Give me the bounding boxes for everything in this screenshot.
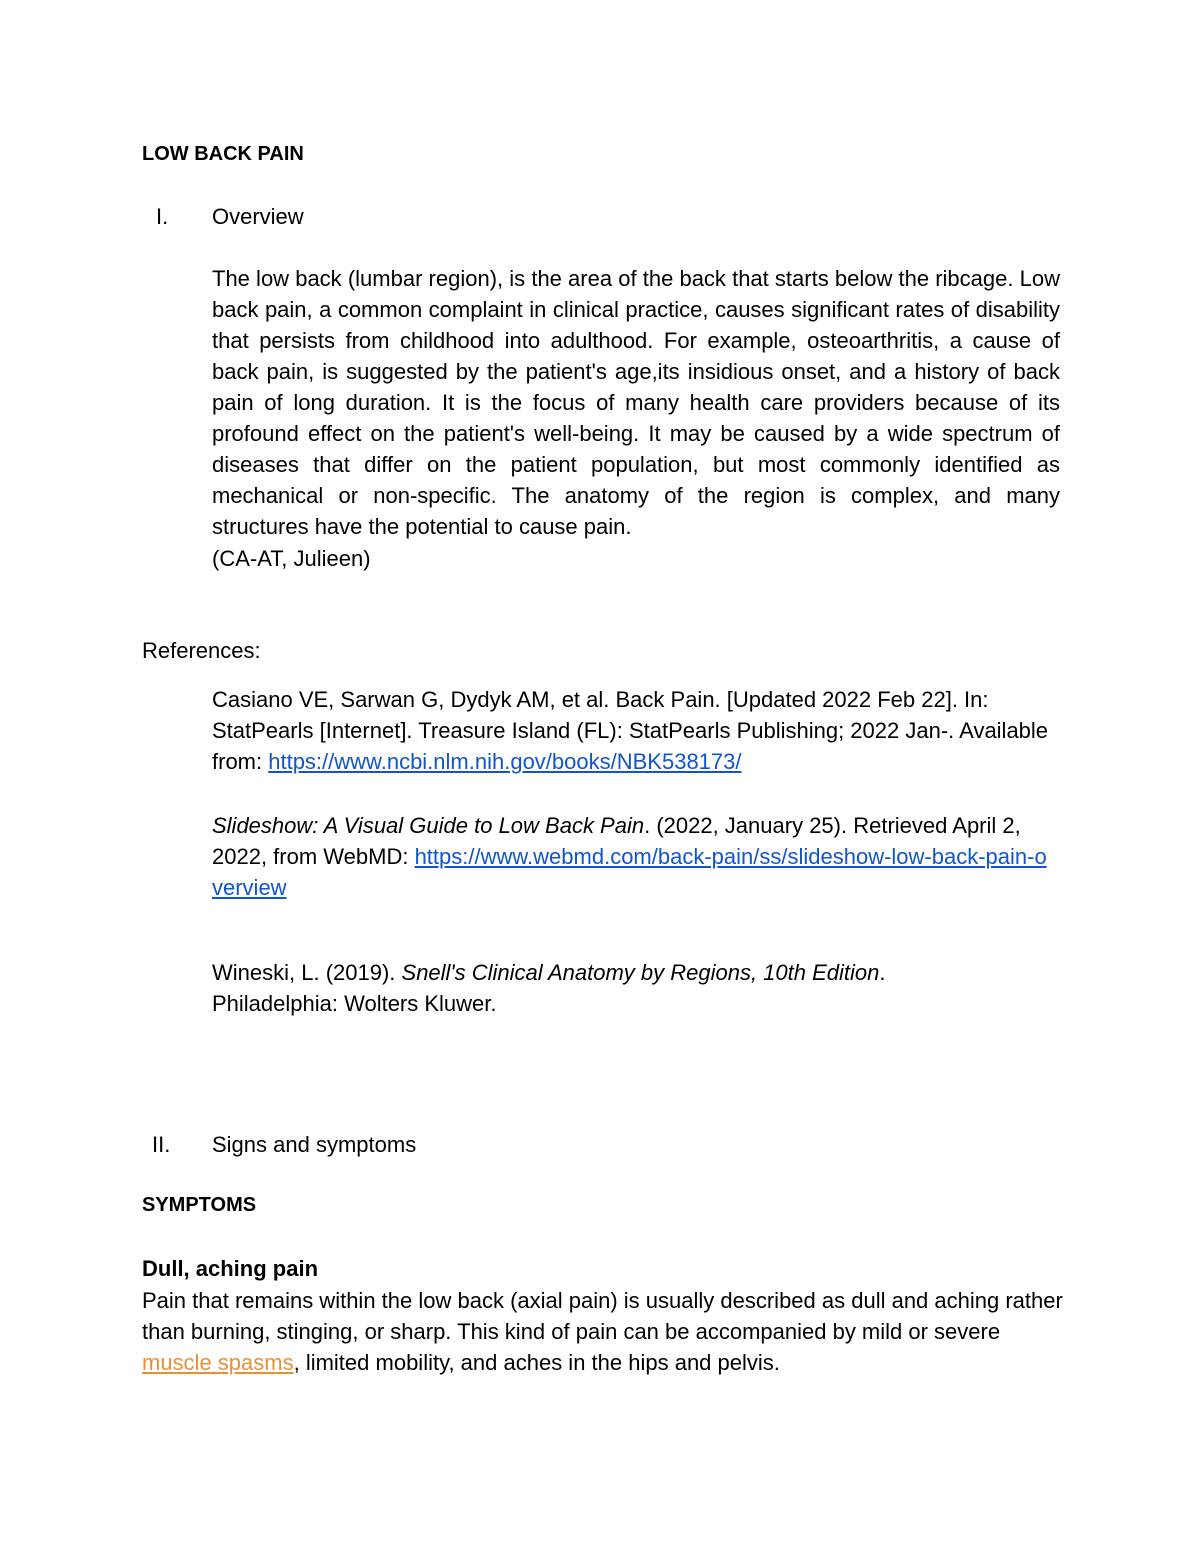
symptoms-text-after: , limited mobility, and aches in the hips and pelvis. xyxy=(293,1350,780,1375)
reference-2-text: . (2022, January 25). Retrieved April 2, 2022, from WebMD: xyxy=(212,813,1021,869)
section-number-2: II. xyxy=(152,1132,171,1157)
overview-author: (CA-AT, Julieen) xyxy=(212,546,371,571)
reference-2-title: Slideshow: A Visual Guide to Low Back Pain xyxy=(212,813,645,838)
symptoms-heading: SYMPTOMS xyxy=(142,1194,257,1216)
references-heading: References: xyxy=(142,638,261,663)
reference-3 xyxy=(212,957,952,1019)
reference-1-link[interactable]: https://www.ncbi.nlm.nih.gov/books/NBK538173/ xyxy=(268,749,742,774)
document-title: LOW BACK PAIN xyxy=(142,143,304,165)
reference-3-text: Wineski, L. (2019). xyxy=(212,960,402,985)
section-heading-overview: Overview xyxy=(212,204,304,229)
reference-1-text: Casiano VE, Sarwan G, Dydyk AM, et al. Back Pain. [Updated 2022 Feb 22]. In: StatPearls [Internet]. Treasure Island (FL): StatPearls Publishing; 2022 Jan-. Available from: xyxy=(212,687,1049,774)
reference-3-title: Snell's Clinical Anatomy by Regions, 10th Edition xyxy=(401,960,880,985)
reference-3-end: . Philadelphia: Wolters Kluwer. xyxy=(212,960,886,1016)
section-heading-signs-symptoms: Signs and symptoms xyxy=(212,1132,417,1157)
muscle-spasms-link[interactable]: muscle spasms xyxy=(142,1350,294,1375)
dull-aching-pain-paragraph xyxy=(142,1285,1072,1378)
overview-paragraph: The low back (lumbar region), is the area of the back that starts below the ribcage. Low back pain, a common complaint in clinical practice, causes significant rates of disability that persists from childhood into adulthood. For example, osteoarthritis, a cause of back pain, is suggested by the patient's age,its insidious onset, and a history of back pain of long duration. It is the focus of many health care providers because of its profound effect on the patient's well-being. It may be caused by a wide spectrum of diseases that differ on the patient population, but most commonly identified as mechanical or non-specific. The anatomy of the region is complex, and many structures have the potential to cause pain. xyxy=(212,266,1060,539)
reference-2 xyxy=(212,810,1057,903)
section-number-1: I. xyxy=(156,204,169,229)
dull-aching-pain-heading: Dull, aching pain xyxy=(142,1256,319,1281)
reference-1 xyxy=(212,684,1072,777)
reference-2-link[interactable]: https://www.webmd.com/back-pain/ss/slideshow-low-back-pain-overview xyxy=(212,844,1047,900)
symptoms-text-before: Pain that remains within the low back (axial pain) is usually described as dull and aching rather than burning, stinging, or sharp. This kind of pain can be accompanied by mild or severe xyxy=(142,1288,1063,1344)
